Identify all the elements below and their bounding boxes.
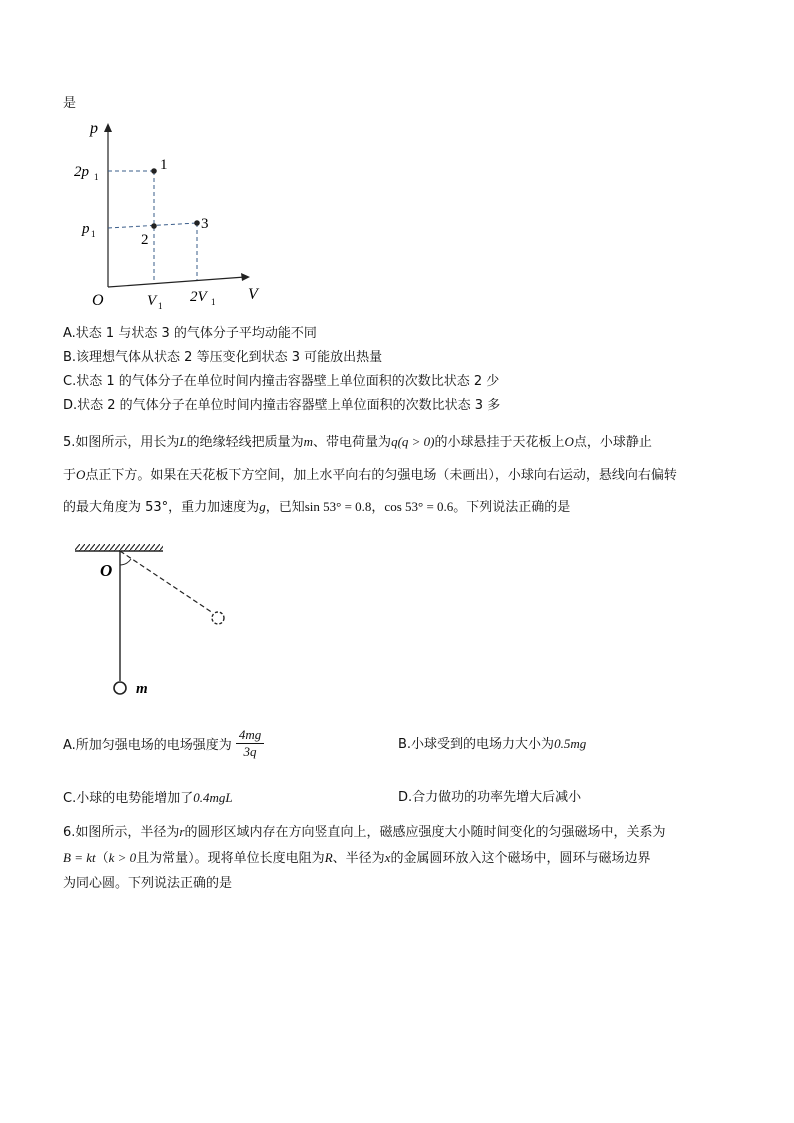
- ball-rest: [114, 682, 126, 694]
- q4-option-c: C.状态 1 的气体分子在单位时间内撞击容器壁上单位面积的次数比状态 2 少: [63, 374, 500, 389]
- label-2p1-sub: 1: [94, 172, 99, 182]
- p-axis-arrow-icon: [104, 123, 112, 132]
- ceiling-hatch: [75, 544, 163, 551]
- state-1-point: [151, 168, 157, 174]
- q6-stem-line-2: B = kt（k > 0且为常量）。现将单位长度电阻为R、半径为x的金属圆环放入这个磁场中，圆环与磁场边界: [63, 850, 651, 866]
- q4-option-d: D.状态 2 的气体分子在单位时间内撞击容器壁上单位面积的次数比状态 3 多: [63, 398, 501, 413]
- state-3-point: [194, 220, 200, 226]
- q5-stem-line-2: 于O点正下方。如果在天花板下方空间，加上水平向右的匀强电场（未画出），小球向右运动，悬线向右偏转: [63, 467, 677, 483]
- angle-arc: [120, 559, 131, 565]
- state-1-label: 1: [160, 157, 168, 173]
- q5-stem-line-3: 的最大角度为 53°，重力加速度为g，已知sin 53° = 0.8，cos 53° = 0.6。下列说法正确的是: [63, 499, 571, 515]
- q5-option-c: C.小球的电势能增加了0.4mgL: [63, 790, 233, 806]
- q4-option-b: B.该理想气体从状态 2 等压变化到状态 3 可能放出热量: [63, 350, 383, 365]
- q5-option-d: D.合力做功的功率先增大后减小: [398, 790, 582, 805]
- label-2v1-sub: 1: [211, 297, 216, 307]
- label-p1: p: [82, 221, 90, 237]
- q6-stem-line-1: 6.如图所示，半径为r的圆形区域内存在方向竖直向上，磁感应强度大小随时间变化的匀强磁场中，关系为: [63, 824, 666, 840]
- state-2-point: [151, 223, 157, 229]
- q5-stem-line-1: 5.如图所示，用长为L的绝缘轻线把质量为m、带电荷量为q(q > 0)的小球悬挂于天花板上O点，小球静止: [63, 434, 652, 450]
- field-strength-fraction: $\frac{4mg}{3q}$: [236, 727, 264, 760]
- label-v1-sub: 1: [158, 301, 163, 311]
- ball-deflected: [212, 612, 224, 624]
- mass-label: m: [136, 681, 148, 697]
- label-v1: V: [147, 293, 157, 309]
- state-3-label: 3: [201, 216, 209, 232]
- pivot-label: O: [100, 561, 113, 580]
- origin-label: O: [92, 292, 104, 309]
- label-2v1: 2V: [190, 289, 207, 305]
- state-2-label: 2: [141, 232, 149, 248]
- v-axis: [108, 277, 245, 287]
- previous-question-tail: 是: [63, 96, 77, 111]
- q5-option-a: A.所加匀强电场的电场强度为 $\frac{4mg}{3q}$: [63, 722, 264, 764]
- label-2p1: 2p: [74, 164, 89, 180]
- v-axis-label: V: [248, 286, 258, 303]
- q4-option-a: A.状态 1 与状态 3 的气体分子平均动能不同: [63, 326, 317, 341]
- pv-diagram: [70, 115, 270, 315]
- q6-stem-line-3: 为同心圆。下列说法正确的是: [63, 876, 233, 891]
- label-p1-sub: 1: [91, 229, 96, 239]
- p-axis-label: p: [90, 120, 98, 137]
- q5-option-b: B.小球受到的电场力大小为0.5mg: [398, 736, 587, 752]
- pendulum-figure: [70, 538, 250, 703]
- v-axis-arrow-icon: [241, 273, 250, 281]
- string-deflected: [120, 551, 213, 613]
